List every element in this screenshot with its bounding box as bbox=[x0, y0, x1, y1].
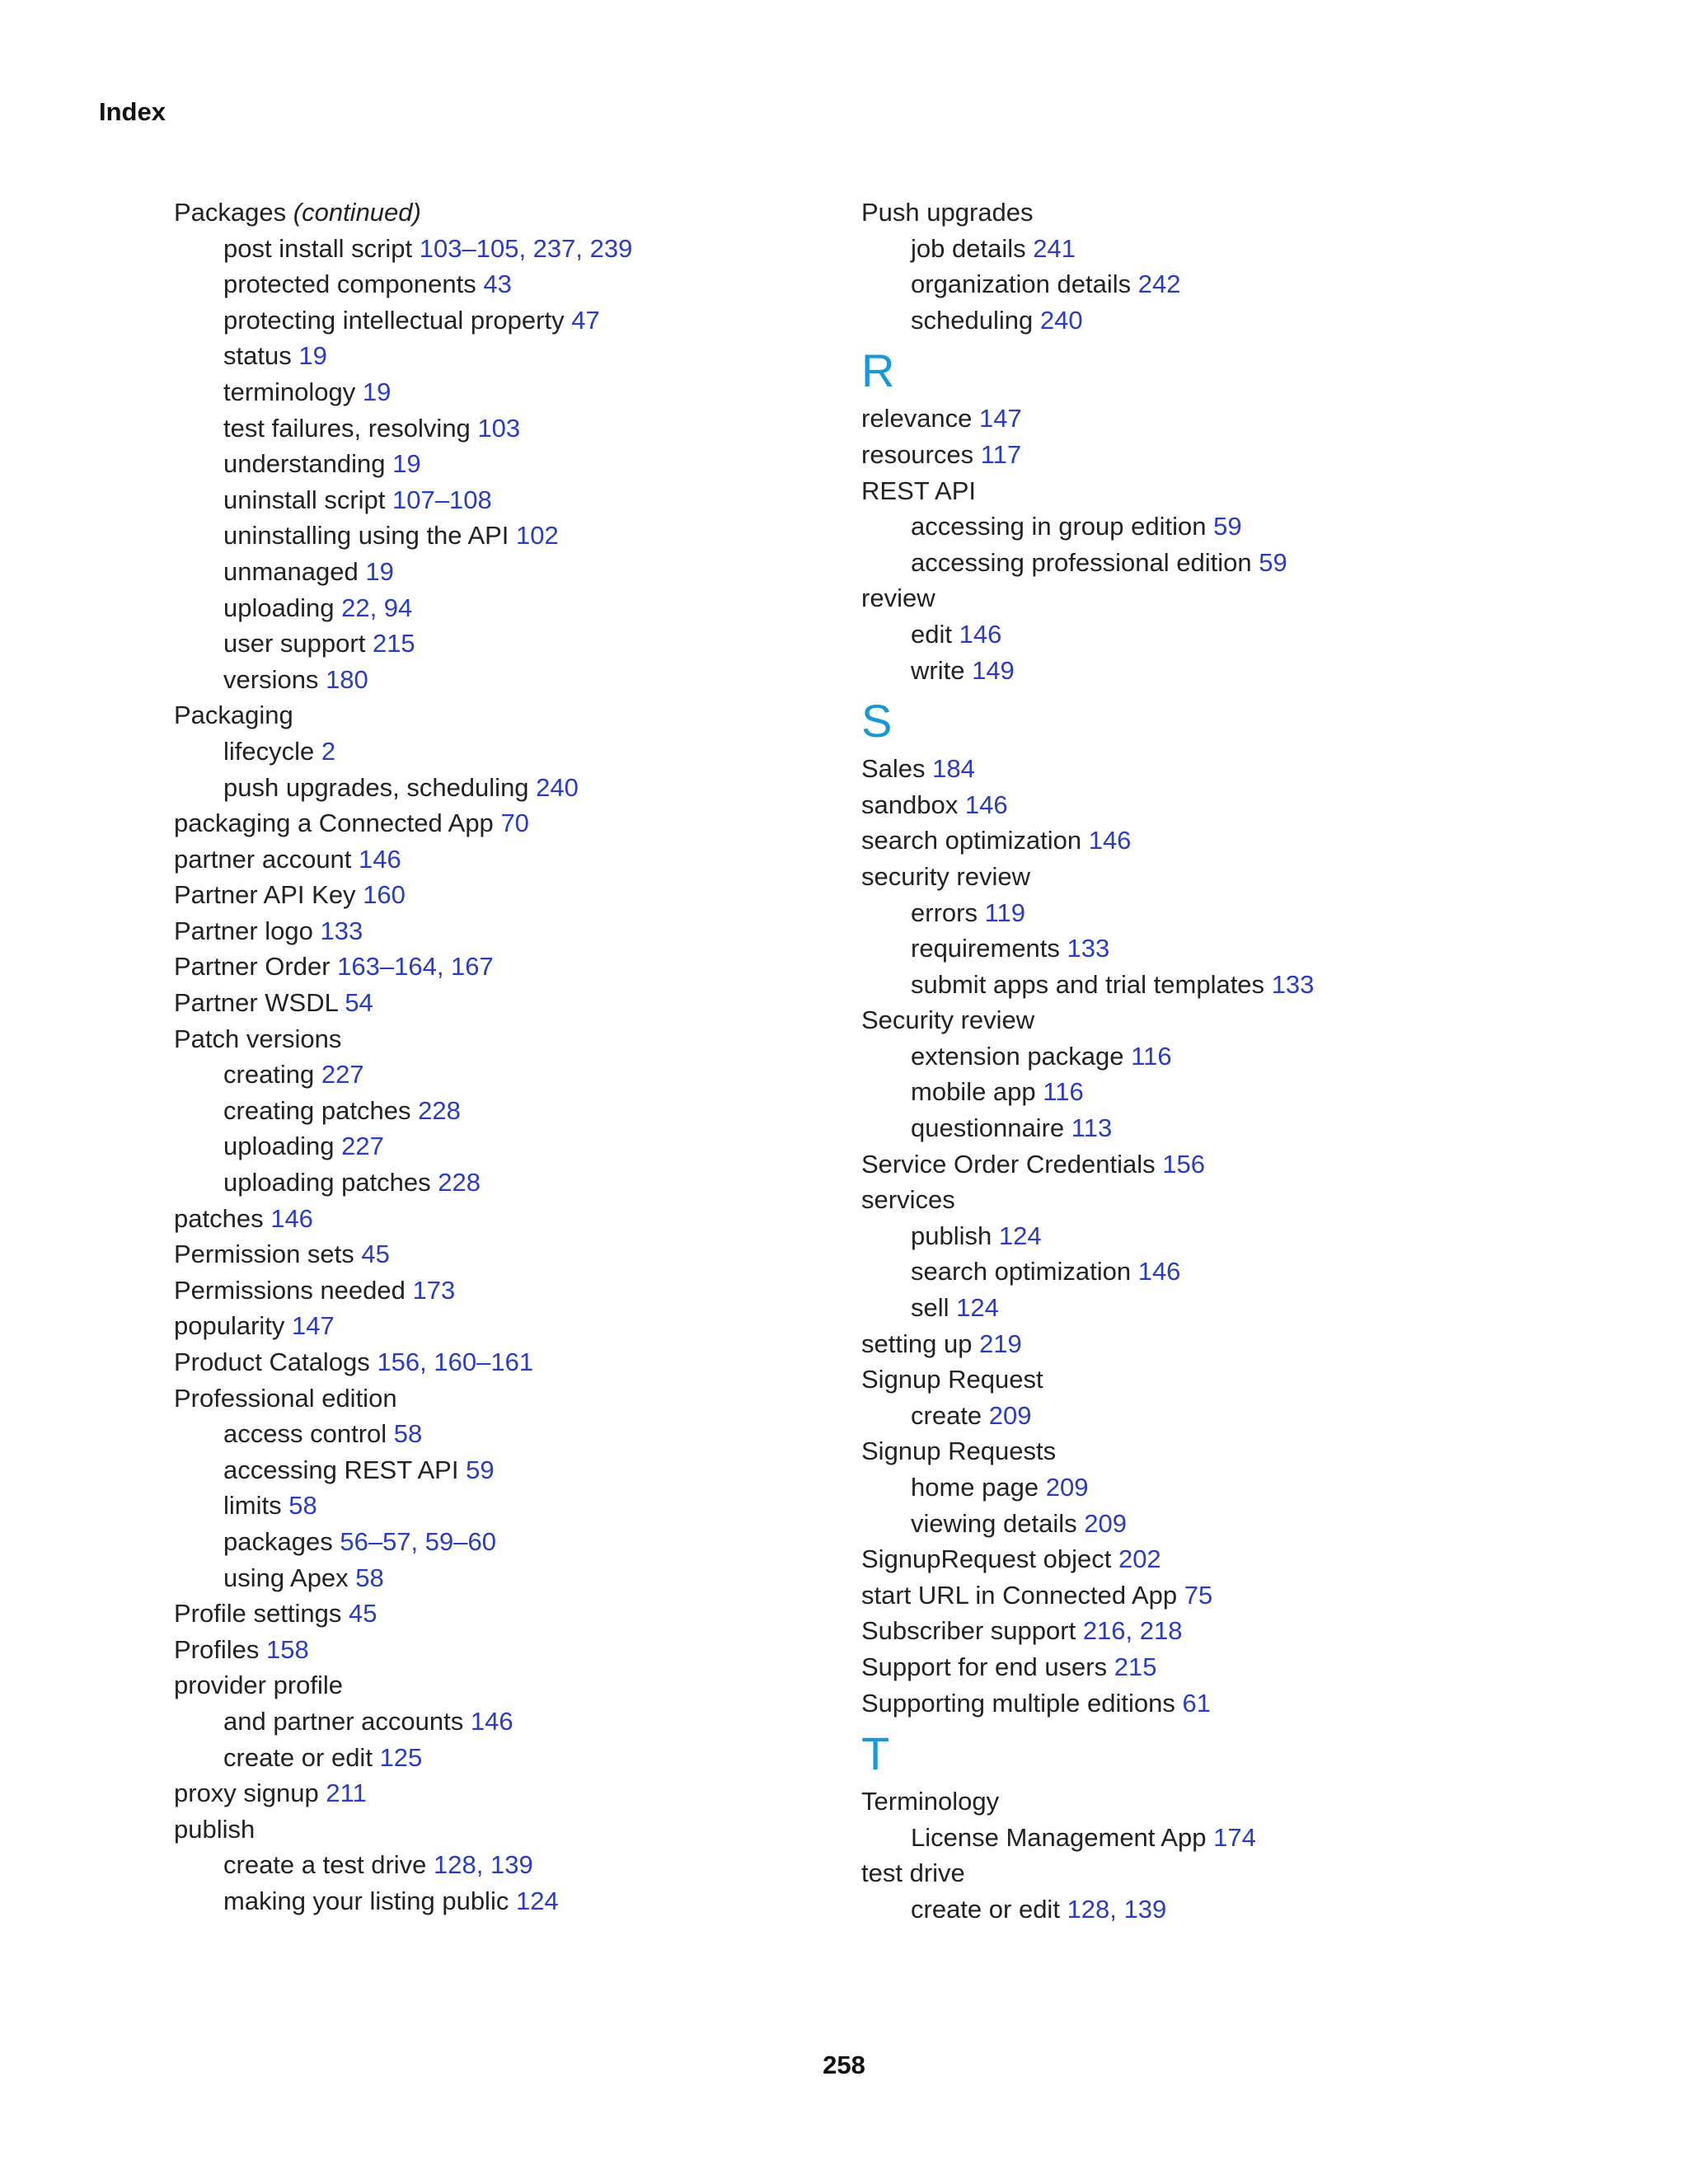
index-subentry-creating bbox=[174, 1057, 817, 1093]
index-entry-search-optimization bbox=[861, 823, 1504, 859]
index-entry-subscriber-support bbox=[861, 1613, 1504, 1649]
index-term: creating patches bbox=[223, 1095, 411, 1125]
page-reference-link[interactable]: 209 bbox=[1045, 1473, 1089, 1502]
index-term: Subscriber support bbox=[861, 1616, 1076, 1646]
index-entry-signup-requests bbox=[861, 1433, 1504, 1469]
index-subentry-user-support bbox=[174, 626, 817, 662]
index-subentry-write bbox=[861, 653, 1504, 689]
page-reference-link[interactable]: 58 bbox=[288, 1491, 317, 1521]
index-subentry-uploading bbox=[174, 1128, 817, 1165]
index-term: Sales bbox=[861, 754, 926, 784]
page-reference-link[interactable]: 70 bbox=[500, 808, 529, 838]
index-section-letter-s: S bbox=[861, 695, 893, 748]
index-term: Support for end users bbox=[861, 1652, 1108, 1681]
index-subentry-creating-patches bbox=[174, 1093, 817, 1129]
index-term: and partner accounts bbox=[223, 1706, 464, 1736]
index-entry-terminology bbox=[861, 1783, 1504, 1820]
index-term: Permission sets bbox=[174, 1240, 354, 1269]
page-reference-link[interactable]: 209 bbox=[988, 1400, 1032, 1430]
page-reference-link[interactable]: 240 bbox=[536, 772, 579, 802]
index-term: Terminology bbox=[861, 1787, 1000, 1816]
index-term: publish bbox=[174, 1814, 256, 1844]
index-term: making your listing public bbox=[223, 1886, 509, 1915]
index-term: versions bbox=[223, 664, 319, 694]
page-reference-link[interactable]: 146 bbox=[1088, 826, 1132, 855]
index-term: security review bbox=[861, 861, 1030, 891]
page-reference-link[interactable]: 116 bbox=[1043, 1077, 1084, 1107]
index-entry-provider-profile bbox=[174, 1667, 817, 1704]
index-entry-support-for-end-users bbox=[861, 1649, 1504, 1685]
index-term: mobile app bbox=[911, 1077, 1036, 1107]
index-term: home page bbox=[911, 1473, 1039, 1502]
index-term: Partner Order bbox=[174, 952, 331, 982]
page-reference-link[interactable]: 59 bbox=[466, 1455, 495, 1484]
index-entry-push-upgrades bbox=[861, 194, 1504, 231]
index-entry-packages bbox=[174, 194, 817, 231]
page-reference-link[interactable]: 59 bbox=[1213, 512, 1242, 541]
index-term: accessing in group edition bbox=[911, 512, 1207, 541]
index-term: submit apps and trial templates bbox=[911, 969, 1265, 999]
page-reference-link[interactable]: 103–105, 237, 239 bbox=[419, 233, 633, 263]
index-term: protecting intellectual property bbox=[223, 305, 565, 335]
index-subentry-test-failures-resolving bbox=[174, 410, 817, 447]
index-subentry-create-a-test-drive bbox=[174, 1847, 817, 1883]
page-reference-link[interactable]: 116 bbox=[1131, 1041, 1172, 1071]
page-reference-link[interactable]: 147 bbox=[292, 1311, 335, 1341]
index-subentry-uploading-patches bbox=[174, 1165, 817, 1201]
index-term: user support bbox=[223, 629, 366, 658]
index-term: edit bbox=[911, 619, 952, 649]
index-entry-patch-versions bbox=[174, 1021, 817, 1057]
index-term: unmanaged bbox=[223, 556, 359, 586]
index-term: status bbox=[223, 341, 292, 371]
index-term: Push upgrades bbox=[861, 198, 1034, 227]
index-term: uninstall script bbox=[223, 485, 386, 514]
page-reference-link[interactable]: 61 bbox=[1182, 1688, 1211, 1718]
index-subentry-uploading bbox=[174, 590, 817, 626]
index-term: Partner logo bbox=[174, 916, 313, 945]
page-reference-link[interactable]: 228 bbox=[418, 1095, 461, 1125]
index-subentry-sell bbox=[861, 1290, 1504, 1326]
index-column-left bbox=[174, 194, 817, 1919]
index-term: start URL in Connected App bbox=[861, 1580, 1178, 1610]
index-entry-publish bbox=[174, 1811, 817, 1848]
page-reference-link[interactable]: 209 bbox=[1084, 1508, 1127, 1538]
index-subentry-publish bbox=[861, 1218, 1504, 1254]
page-reference-link[interactable]: 22, 94 bbox=[341, 593, 413, 622]
index-entry-partner-account bbox=[174, 841, 817, 878]
index-entry-signuprequest-object bbox=[861, 1541, 1504, 1577]
index-entry-popularity bbox=[174, 1308, 817, 1344]
page-reference-link[interactable]: 102 bbox=[516, 521, 559, 551]
page-reference-link[interactable]: 215 bbox=[372, 629, 415, 658]
index-entry-service-order-credentials bbox=[861, 1146, 1504, 1183]
index-term: publish bbox=[911, 1221, 992, 1250]
index-entry-test-drive bbox=[861, 1855, 1504, 1891]
index-subentry-protecting-intellectual-property bbox=[174, 302, 817, 339]
index-term: create a test drive bbox=[223, 1850, 427, 1880]
index-term: patches bbox=[174, 1203, 264, 1233]
index-subentry-protected-components bbox=[174, 266, 817, 302]
index-term: Partner API Key bbox=[174, 880, 356, 910]
index-term: Supporting multiple editions bbox=[861, 1688, 1175, 1718]
page-reference-link[interactable]: 219 bbox=[979, 1329, 1022, 1358]
index-subentry-versions bbox=[174, 662, 817, 698]
index-subentry-submit-apps-and-trial-templates bbox=[861, 967, 1504, 1003]
index-entry-rest-api bbox=[861, 473, 1504, 509]
index-term: extension package bbox=[911, 1041, 1124, 1071]
page-reference-link[interactable]: 156, 160–161 bbox=[377, 1347, 534, 1376]
index-subentry-viewing-details bbox=[861, 1506, 1504, 1542]
index-subentry-accessing-in-group-edition bbox=[861, 509, 1504, 545]
index-term: Professional edition bbox=[174, 1383, 397, 1413]
page-reference-link[interactable]: 146 bbox=[964, 790, 1008, 819]
index-subentry-requirements bbox=[861, 930, 1504, 967]
index-term: questionnaire bbox=[911, 1113, 1065, 1143]
index-entry-resources bbox=[861, 437, 1504, 473]
index-term: create or edit bbox=[223, 1742, 373, 1772]
index-term: understanding bbox=[223, 449, 386, 479]
index-entry-permissions-needed bbox=[174, 1272, 817, 1309]
index-term: packaging a Connected App bbox=[174, 808, 494, 838]
page-reference-link[interactable]: 19 bbox=[298, 341, 327, 371]
page-reference-link[interactable]: 146 bbox=[470, 1706, 513, 1736]
index-term: setting up bbox=[861, 1329, 973, 1358]
page-reference-link[interactable]: 19 bbox=[362, 377, 392, 406]
index-subentry-create-or-edit bbox=[174, 1740, 817, 1776]
page-reference-link[interactable]: 119 bbox=[984, 898, 1025, 927]
page-reference-link[interactable]: 117 bbox=[980, 439, 1022, 469]
index-term: push upgrades, scheduling bbox=[223, 772, 529, 802]
index-term: access control bbox=[223, 1419, 387, 1449]
index-term: organization details bbox=[911, 269, 1132, 299]
index-term: proxy signup bbox=[174, 1779, 319, 1808]
page-reference-link[interactable]: 124 bbox=[515, 1886, 559, 1915]
page-reference-link[interactable]: 146 bbox=[1137, 1257, 1181, 1286]
page-reference-link[interactable]: 242 bbox=[1137, 269, 1181, 299]
index-term: test drive bbox=[861, 1858, 965, 1888]
index-term: REST API bbox=[861, 476, 976, 505]
page-reference-link[interactable]: 45 bbox=[348, 1599, 377, 1629]
page-reference-link[interactable]: 149 bbox=[972, 655, 1015, 685]
index-subentry-using-apex bbox=[174, 1560, 817, 1596]
page-reference-link[interactable]: 113 bbox=[1071, 1113, 1113, 1143]
index-term: packages bbox=[223, 1526, 333, 1556]
page-reference-link[interactable]: 133 bbox=[1271, 969, 1315, 999]
index-entry-partner-logo bbox=[174, 913, 817, 949]
page-reference-link[interactable]: 241 bbox=[1033, 233, 1076, 263]
index-entry-packaging-a-connected-app bbox=[174, 805, 817, 841]
index-term: accessing professional edition bbox=[911, 547, 1252, 577]
page-header-title: Index bbox=[99, 97, 166, 126]
index-subentry-push-upgrades-scheduling bbox=[174, 770, 817, 806]
page-reference-link[interactable]: 59 bbox=[1259, 547, 1287, 577]
index-subentry-lifecycle bbox=[174, 733, 817, 770]
index-term: requirements bbox=[911, 934, 1060, 963]
page-reference-link[interactable]: 133 bbox=[1067, 934, 1110, 963]
index-term: viewing details bbox=[911, 1508, 1077, 1538]
index-term: SignupRequest object bbox=[861, 1544, 1112, 1574]
page-reference-link[interactable]: 124 bbox=[956, 1293, 999, 1323]
index-subentry-mobile-app bbox=[861, 1074, 1504, 1110]
index-term: popularity bbox=[174, 1311, 285, 1341]
index-term: Security review bbox=[861, 1005, 1035, 1035]
index-entry-packaging bbox=[174, 697, 817, 733]
index-term: post install script bbox=[223, 233, 413, 263]
page-reference-link[interactable]: 174 bbox=[1213, 1822, 1256, 1852]
page-reference-link[interactable]: 173 bbox=[412, 1275, 456, 1305]
index-subentry-extension-package bbox=[861, 1038, 1504, 1075]
index-entry-supporting-multiple-editions bbox=[861, 1685, 1504, 1722]
page-reference-link[interactable]: 124 bbox=[998, 1221, 1042, 1250]
index-entry-partner-wsdl bbox=[174, 985, 817, 1021]
index-subentry-home-page bbox=[861, 1469, 1504, 1506]
index-term: Packaging bbox=[174, 701, 293, 730]
page-reference-link[interactable]: 75 bbox=[1184, 1580, 1213, 1610]
index-term: Service Order Credentials bbox=[861, 1149, 1156, 1179]
index-subentry-understanding bbox=[174, 446, 817, 482]
index-subentry-edit bbox=[861, 616, 1504, 653]
page-reference-link[interactable]: 45 bbox=[361, 1240, 390, 1269]
index-subentry-terminology bbox=[174, 374, 817, 410]
index-term: using Apex bbox=[223, 1563, 349, 1592]
index-term: uninstalling using the API bbox=[223, 521, 509, 551]
page-reference-link[interactable]: 228 bbox=[438, 1168, 481, 1197]
index-entry-setting-up bbox=[861, 1326, 1504, 1362]
page-number: 258 bbox=[823, 2050, 865, 2079]
index-entry-proxy-signup bbox=[174, 1775, 817, 1811]
index-term: Permissions needed bbox=[174, 1275, 406, 1305]
index-entry-partner-order bbox=[174, 949, 817, 985]
index-term: uploading bbox=[223, 1132, 335, 1161]
index-subentry-post-install-script bbox=[174, 231, 817, 267]
index-term: scheduling bbox=[911, 305, 1034, 335]
page-reference-link[interactable]: 103 bbox=[477, 413, 521, 443]
index-entry-sandbox bbox=[861, 787, 1504, 823]
index-term: Profile settings bbox=[174, 1599, 342, 1629]
index-subentry-job-details bbox=[861, 231, 1504, 267]
page-reference-link[interactable]: 58 bbox=[393, 1419, 423, 1449]
page-reference-link[interactable]: 202 bbox=[1118, 1544, 1161, 1574]
index-subentry-unmanaged bbox=[174, 554, 817, 590]
index-term: Partner WSDL bbox=[174, 988, 338, 1018]
index-subentry-and-partner-accounts bbox=[174, 1704, 817, 1740]
page-reference-link[interactable]: 146 bbox=[270, 1203, 313, 1233]
page-reference-link[interactable]: 227 bbox=[341, 1132, 384, 1161]
index-entry-services bbox=[861, 1182, 1504, 1218]
index-term: sandbox bbox=[861, 790, 959, 819]
continued-note: (continued) bbox=[293, 198, 421, 227]
page-reference-link[interactable]: 146 bbox=[959, 619, 1002, 649]
index-entry-partner-api-key bbox=[174, 877, 817, 913]
page-reference-link[interactable]: 133 bbox=[320, 916, 363, 945]
page-reference-link[interactable]: 125 bbox=[379, 1742, 423, 1772]
page-reference-link[interactable]: 184 bbox=[932, 754, 975, 784]
index-term: limits bbox=[223, 1491, 282, 1521]
index-term: create or edit bbox=[911, 1894, 1060, 1924]
index-subentry-questionnaire bbox=[861, 1110, 1504, 1146]
page-reference-link[interactable]: 19 bbox=[365, 556, 394, 586]
page-reference-link[interactable]: 147 bbox=[979, 404, 1022, 434]
page-reference-link[interactable]: 107–108 bbox=[392, 485, 492, 514]
index-subentry-making-your-listing-public bbox=[174, 1883, 817, 1919]
index-entry-profiles bbox=[174, 1632, 817, 1668]
page-reference-link[interactable]: 128, 139 bbox=[1067, 1894, 1167, 1924]
index-term: accessing REST API bbox=[223, 1455, 459, 1484]
index-entry-profile-settings bbox=[174, 1596, 817, 1632]
index-entry-permission-sets bbox=[174, 1236, 817, 1272]
index-subentry-packages bbox=[174, 1524, 817, 1560]
index-term: lifecycle bbox=[223, 736, 315, 766]
index-term: errors bbox=[911, 898, 978, 927]
index-term: Signup Requests bbox=[861, 1436, 1057, 1466]
index-entry-relevance bbox=[861, 401, 1504, 437]
index-term: services bbox=[861, 1185, 955, 1215]
index-subentry-accessing-rest-api bbox=[174, 1452, 817, 1488]
page-reference-link[interactable]: 180 bbox=[326, 664, 368, 694]
page-reference-link[interactable]: 156 bbox=[1162, 1149, 1205, 1179]
index-term: create bbox=[911, 1400, 982, 1430]
index-term: search optimization bbox=[911, 1257, 1132, 1286]
page-reference-link[interactable]: 56–57, 59–60 bbox=[340, 1526, 496, 1556]
index-term: License Management App bbox=[911, 1822, 1207, 1852]
index-term: uploading patches bbox=[223, 1168, 431, 1197]
page-reference-link[interactable]: 2 bbox=[321, 736, 336, 766]
index-term: Profiles bbox=[174, 1634, 260, 1664]
page-reference-link[interactable]: 146 bbox=[359, 844, 401, 874]
index-subentry-limits bbox=[174, 1488, 817, 1524]
page-reference-link[interactable]: 216, 218 bbox=[1082, 1616, 1183, 1646]
page-reference-link[interactable]: 160 bbox=[363, 880, 406, 910]
index-entry-security-review bbox=[861, 859, 1504, 895]
page-reference-link[interactable]: 54 bbox=[345, 988, 373, 1018]
index-term: Product Catalogs bbox=[174, 1347, 370, 1376]
index-entry-start-url-in-connected-app bbox=[861, 1577, 1504, 1614]
page-reference-link[interactable]: 215 bbox=[1114, 1652, 1157, 1681]
index-subentry-license-management-app bbox=[861, 1820, 1504, 1856]
index-section-letter-r: R bbox=[861, 344, 895, 397]
index-subentry-accessing-professional-edition bbox=[861, 545, 1504, 581]
page-reference-link[interactable]: 211 bbox=[326, 1779, 367, 1808]
index-term: protected components bbox=[223, 269, 476, 299]
index-term: partner account bbox=[174, 844, 352, 874]
index-term: Patch versions bbox=[174, 1024, 342, 1053]
index-term: search optimization bbox=[861, 826, 1082, 855]
index-term: test failures, resolving bbox=[223, 413, 471, 443]
index-subentry-organization-details bbox=[861, 266, 1504, 302]
index-section-letter-t: T bbox=[861, 1727, 890, 1780]
index-entry-professional-edition bbox=[174, 1380, 817, 1417]
index-subentry-create-or-edit bbox=[861, 1891, 1504, 1928]
page-reference-link[interactable]: 227 bbox=[321, 1060, 364, 1090]
index-entry-sales bbox=[861, 751, 1504, 787]
page-reference-link[interactable]: 163–164, 167 bbox=[337, 952, 494, 982]
index-subentry-status bbox=[174, 338, 817, 374]
page-reference-link[interactable]: 58 bbox=[355, 1563, 384, 1592]
page-reference-link[interactable]: 128, 139 bbox=[434, 1850, 533, 1880]
index-term: creating bbox=[223, 1060, 315, 1090]
index-subentry-search-optimization bbox=[861, 1254, 1504, 1290]
page-reference-link[interactable]: 47 bbox=[571, 305, 600, 335]
index-subentry-access-control bbox=[174, 1416, 817, 1452]
index-term: relevance bbox=[861, 404, 973, 434]
index-term: review bbox=[861, 583, 935, 613]
index-column-right bbox=[861, 194, 1504, 1928]
index-entry-security-review bbox=[861, 1002, 1504, 1038]
index-subentry-create bbox=[861, 1398, 1504, 1434]
page-reference-link[interactable]: 240 bbox=[1039, 305, 1083, 335]
index-subentry-scheduling bbox=[861, 302, 1504, 339]
page-reference-link[interactable]: 158 bbox=[266, 1634, 309, 1664]
index-term: uploading bbox=[223, 593, 335, 622]
index-term: Signup Request bbox=[861, 1365, 1043, 1394]
page-reference-link[interactable]: 19 bbox=[392, 449, 421, 479]
index-term: resources bbox=[861, 439, 974, 469]
index-term: terminology bbox=[223, 377, 356, 406]
index-entry-product-catalogs bbox=[174, 1344, 817, 1380]
index-term: provider profile bbox=[174, 1671, 344, 1700]
index-entry-review bbox=[861, 580, 1504, 616]
index-term: write bbox=[911, 655, 965, 685]
index-entry-signup-request bbox=[861, 1361, 1504, 1398]
index-term: Packages bbox=[174, 198, 287, 227]
index-subentry-uninstall-script bbox=[174, 482, 817, 518]
index-entry-patches bbox=[174, 1201, 817, 1237]
index-subentry-errors bbox=[861, 895, 1504, 931]
page-reference-link[interactable]: 43 bbox=[483, 269, 512, 299]
index-term: sell bbox=[911, 1293, 950, 1323]
index-term: job details bbox=[911, 233, 1026, 263]
index-subentry-uninstalling-using-the-api bbox=[174, 518, 817, 554]
